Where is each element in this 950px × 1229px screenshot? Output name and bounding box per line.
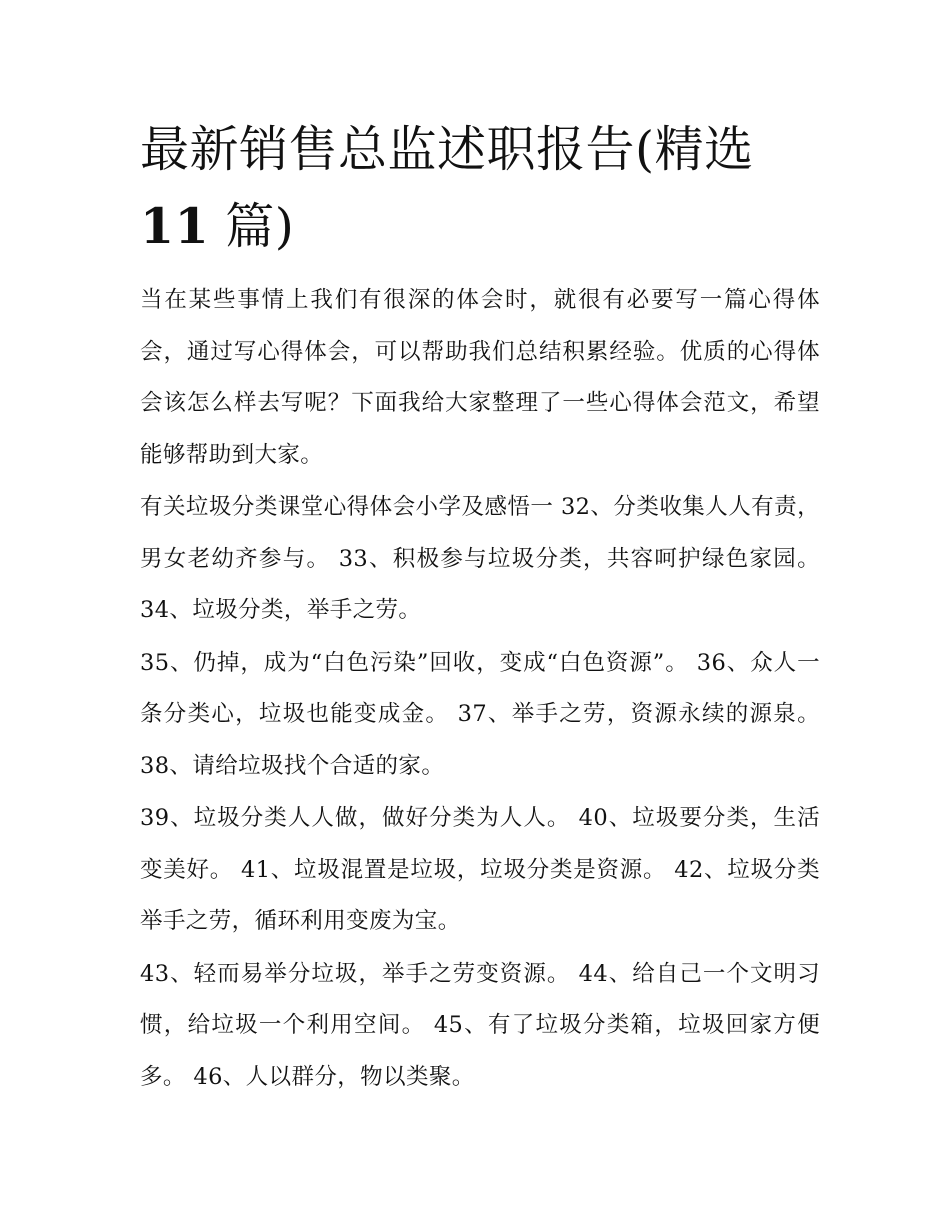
title-number: 11 — [140, 197, 210, 255]
document-title — [140, 112, 820, 265]
title-line-1: 最新销售总监述职报告(精选 — [140, 121, 754, 178]
document-page — [140, 112, 820, 1104]
body-paragraph: 39、垃圾分类人人做，做好分类为人人。 40、垃圾要分类，生活变美好。 41、垃圾混置是垃圾，垃圾分类是资源。 42、垃圾分类举手之劳，循环利用变废为宝。 — [140, 805, 820, 934]
body-paragraph: 35、仍掉，成为“白色污染”回收，变成“白色资源”。 36、众人一条分类心，垃圾也能变成金。 37、举手之劳，资源永续的源泉。 38、请给垃圾找个合适的家。 — [140, 649, 820, 779]
body-paragraph: 43、轻而易举分垃圾，举手之劳变资源。 44、给自己一个文明习惯，给垃圾一个利用空间。 45、有了垃圾分类箱，垃圾回家方便多。 46、人以群分，物以类聚。 — [140, 960, 820, 1090]
document-body — [140, 275, 820, 1103]
intro-paragraph: 当在某些事情上我们有很深的体会时，就很有必要写一篇心得体会，通过写心得体会，可以帮助我们总结积累经验。优质的心得体会该怎么样去写呢？下面我给大家整理了一些心得体会范文，希望能够帮助到大家。 — [140, 287, 820, 468]
title-line-2-rest: 篇) — [209, 198, 295, 255]
body-paragraph: 有关垃圾分类课堂心得体会小学及感悟一 32、分类收集人人有责，男女老幼齐参与。 33、积极参与垃圾分类，共容呵护绿色家园。 34、垃圾分类，举手之劳。 — [140, 494, 820, 623]
